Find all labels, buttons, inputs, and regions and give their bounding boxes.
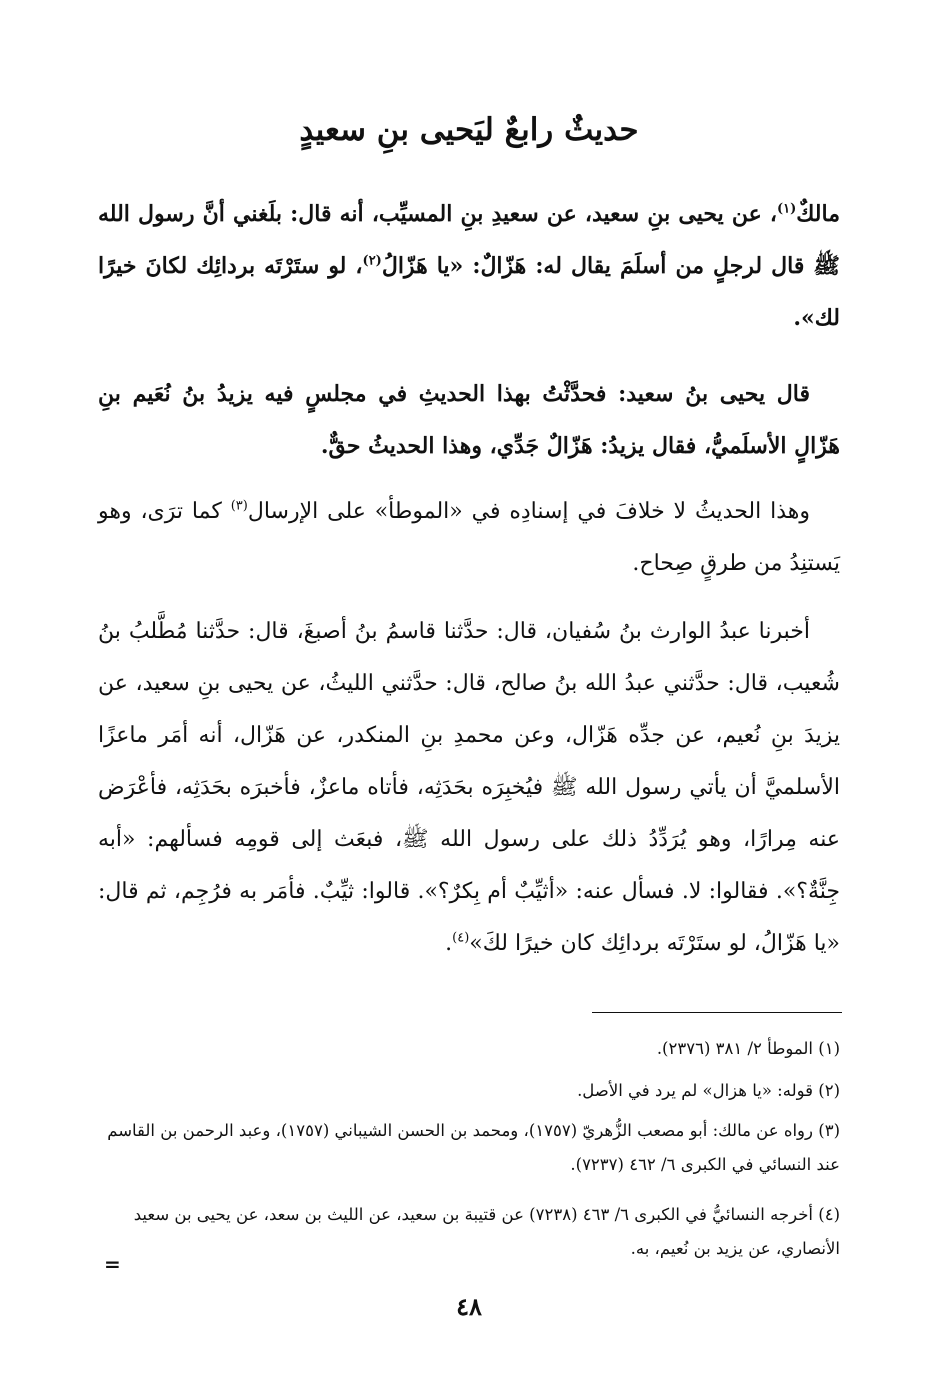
footnote-1: (١) الموطأ ٢/ ٣٨١ (٢٣٧٦). [656, 1039, 840, 1058]
isnad-paragraph [98, 606, 840, 970]
hadith-text: ، عن يحيى بنِ سعيد، عن سعيدِ بنِ المسيِّب، أنه قال: بلَغني أنَّ رسول الله ﷺ قال لرجلٍ من أسلَمَ يقال له: هَزّالٌ: «يا هَزّالُ [98, 201, 840, 279]
narration-paragraph [98, 368, 840, 472]
page-number: ٤٨ [456, 1292, 482, 1321]
continuation-mark: = [104, 1252, 121, 1276]
commentary-text-end: كما ترَى، وهو يَستنِدُ من طرقٍ صِحاح. [98, 499, 840, 576]
hadith-paragraph [98, 188, 840, 344]
commentary-paragraph [98, 486, 840, 590]
footnote-marker[interactable]: (١) [776, 201, 797, 217]
footnote-2: (٢) قوله: «يا هزال» لم يرد في الأصل. [577, 1081, 840, 1100]
narrator-name: مالكٌ [796, 201, 840, 227]
footnote-3: (٣) رواه عن مالك: أبو مصعب الزُّهريّ (١٧٥٧)، ومحمد بن الحسن الشيباني (١٧٥٧)، وعبد الرحمن بن القاسم عند النسائي في الكبرى ٦/ ٤٦٢ (٧٢٣٧). [107, 1121, 840, 1174]
page-title: حديثٌ رابعٌ ليَحيى بنِ سعيدٍ [299, 112, 639, 148]
footnote-marker[interactable]: (٣) [230, 498, 248, 514]
narration-text: قال يحيى بنُ سعيد: فحدَّثْتُ بهذا الحديثِ في مجلسٍ فيه يزيدُ بنُ نُعَيم بنِ هَزّالٍ الأسلَميُّ، فقال يزيدُ: هَزّالٌ جَدِّي، وهذا الحديثُ حقٌّ. [98, 381, 840, 459]
footnote-separator [592, 1012, 842, 1013]
hadith-text-end: ، لو ستَرْتَه بردائِك لكانَ خيرًا لك». [98, 253, 840, 331]
isnad-text: أخبرنا عبدُ الوارث بنُ سُفيان، قال: حدَّثنا قاسمُ بنُ أصبغَ، قال: حدَّثنا مُطَّلبُ بنُ شُعيب، قال: حدَّثني عبدُ الله بنُ صالح، قال: حدَّثني الليثُ، عن يحيى بنِ سعيد، عن يزيدَ بنِ نُعيم، عن جدِّه هَزّال، وعن محمدِ بنِ المنكدر، عن هَزّال، أنه أمَر ماعزًا الأسلميَّ أن يأتي رسول الله ﷺ فيُخبِرَه بحَدَثِه، فأتاه ماعزٌ، فأخبرَه بحَدَثِه، فأعْرَض عنه مِرارًا، وهو يُرَدِّدُ ذلك على رسول الله ﷺ، فبعَث إلى قومِه فسألهم: «أبه جِنَّةٌ؟». فقالوا: لا. فسأل عنه: «أثيِّبٌ أم بِكرٌ؟». قالوا: ثيِّبٌ. فأمَر به فرُجِم، ثم قال: «يا هَزّالُ، لو ستَرْتَه بردائِك كان خيرًا لكَ» [98, 619, 840, 956]
isnad-text-end: . [445, 931, 453, 956]
footnote-marker[interactable]: (٤) [452, 930, 470, 946]
footnote-4: (٤) أخرجه النسائيُّ في الكبرى ٦/ ٤٦٣ (٧٢٣٨) عن قتيبة بن سعيد، عن الليث بن سعد، عن يحيى بن سعيد الأنصاري، عن يزيد بن نُعيم، به. [133, 1205, 840, 1258]
commentary-text: وهذا الحديثُ لا خلافَ في إسنادِه في «الموطأ» على الإرسال [247, 499, 810, 524]
footnote-marker[interactable]: (٢) [362, 253, 382, 269]
